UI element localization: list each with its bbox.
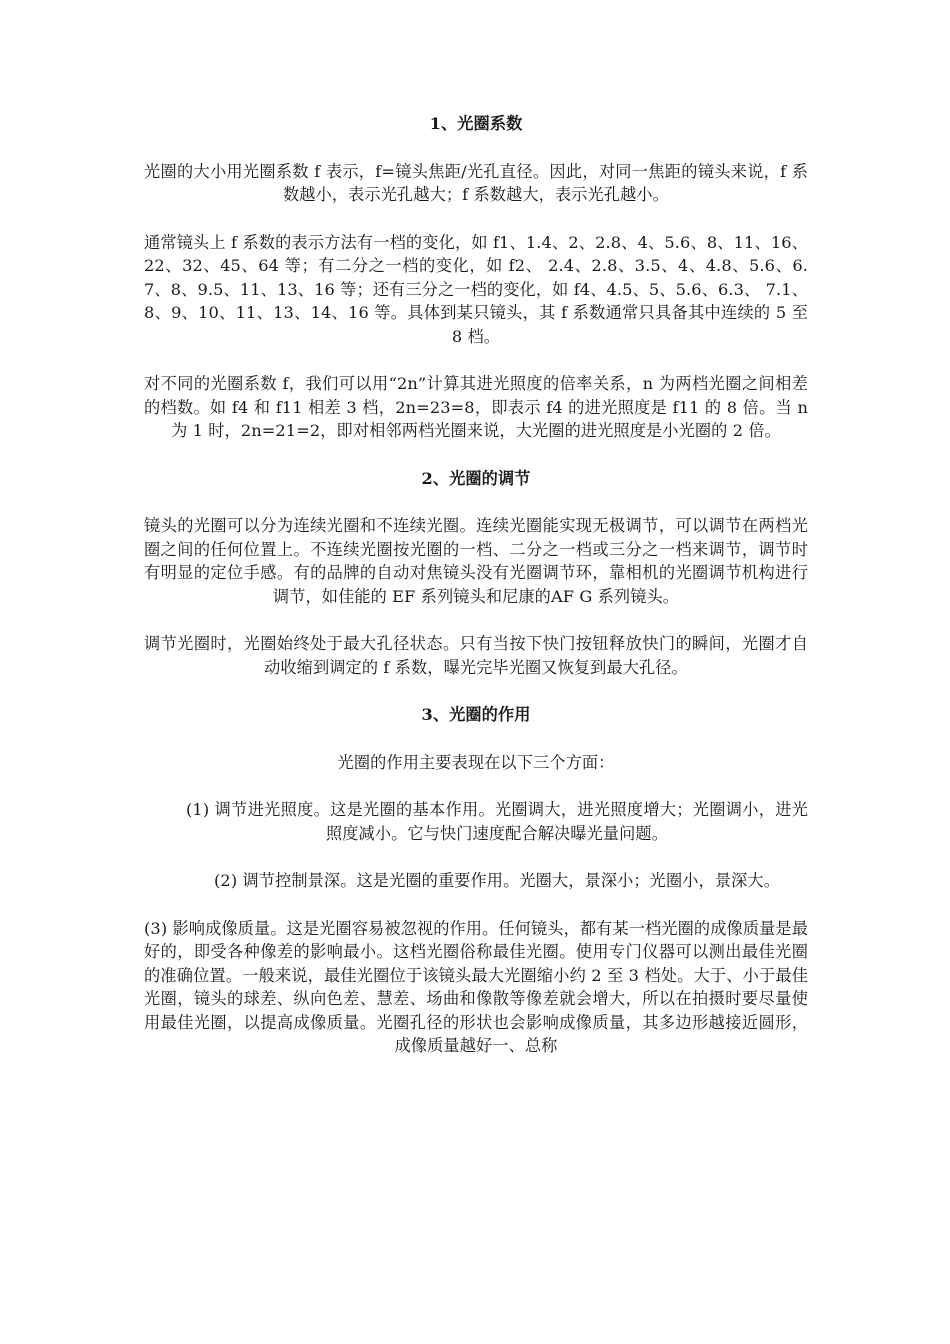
section-1-paragraph-3: 对不同的光圈系数 f，我们可以用“2n”计算其进光照度的倍率关系，n 为两档光圈之间相差的档数。如 f4 和 f11 相差 3 档，2n=23=8，即表示 f4 的进光照度是 f11 的 8 倍。当 n 为 1 时，2n=21=2，即对相邻两档光圈来说，大光圈的进光照度是小光圈的 2 倍。 (144, 374, 808, 440)
section-3-item-2: (2) 调节控制景深。这是光圈的重要作用。光圈大，景深小；光圈小，景深大。 (214, 871, 780, 890)
section-2-paragraph-1: 镜头的光圈可以分为连续光圈和不连续光圈。连续光圈能实现无极调节，可以调节在两档光圈之间的任何位置上。不连续光圈按光圈的一档、二分之一档或三分之一档来调节，调节时有明显的定位手感。有的品牌的自动对焦镜头没有光圈调节环，靠相机的光圈调节机构进行调节，如佳能的 EF 系列镜头和尼康的AF G 系列镜头。 (144, 516, 808, 606)
section-3-item-1: (1) 调节进光照度。这是光圈的基本作用。光圈调大，进光照度增大；光圈调小，进光照度减小。它与快门速度配合解决曝光量问题。 (186, 800, 808, 843)
section-3-intro: 光圈的作用主要表现在以下三个方面： (337, 752, 615, 772)
section-3-heading: 3、光圈的作用 (421, 705, 531, 724)
section-2-paragraph-2: 调节光圈时，光圈始终处于最大孔径状态。只有当按下快门按钮释放快门的瞬间，光圈才自动收缩到调定的 f 系数，曝光完毕光圈又恢复到最大孔径。 (144, 634, 808, 677)
section-1-paragraph-1: 光圈的大小用光圈系数 f 表示，f=镜头焦距/光孔直径。因此，对同一焦距的镜头来说，f 系数越小，表示光孔越大；f 系数越大，表示光孔越小。 (144, 161, 808, 204)
section-1-heading: 1、光圈系数 (429, 114, 523, 133)
section-3-item-3: (3) 影响成像质量。这是光圈容易被忽视的作用。任何镜头，都有某一档光圈的成像质量是最好的，即受各种像差的影响最小。这档光圈俗称最佳光圈。使用专门仪器可以测出最佳光圈的准确位置。一般来说，最佳光圈位于该镜头最大光圈缩小约 2 至 3 档处。大于、小于最佳光圈，镜头的球差、纵向色差、慧差、场曲和像散等像差就会增大，所以在拍摄时要尽量使用最佳光圈，以提高成像质量。光圈孔径的形状也会影响成像质量，其多边形越接近圆形，成像质量越好一、总称 (144, 918, 808, 1055)
document-page (144, 112, 808, 1082)
section-2-heading: 2、光圈的调节 (421, 468, 531, 488)
section-1-paragraph-2: 通常镜头上 f 系数的表示方法有一档的变化，如 f1、1.4、2、2.8、4、5.6、8、11、16、22、32、45、64 等；有二分之一档的变化，如 f2、 2.4、2.8、3.5、4、4.8、5.6、6.7、8、9.5、11、13、16 等；还有三分之一档的变化，如 f4、4.5、5、5.6、6.3、 7.1、8、9、10、11、13、14、16 等。具体到某只镜头，其 f 系数通常只具备其中连续的 5 至 8 档。 (144, 232, 808, 346)
